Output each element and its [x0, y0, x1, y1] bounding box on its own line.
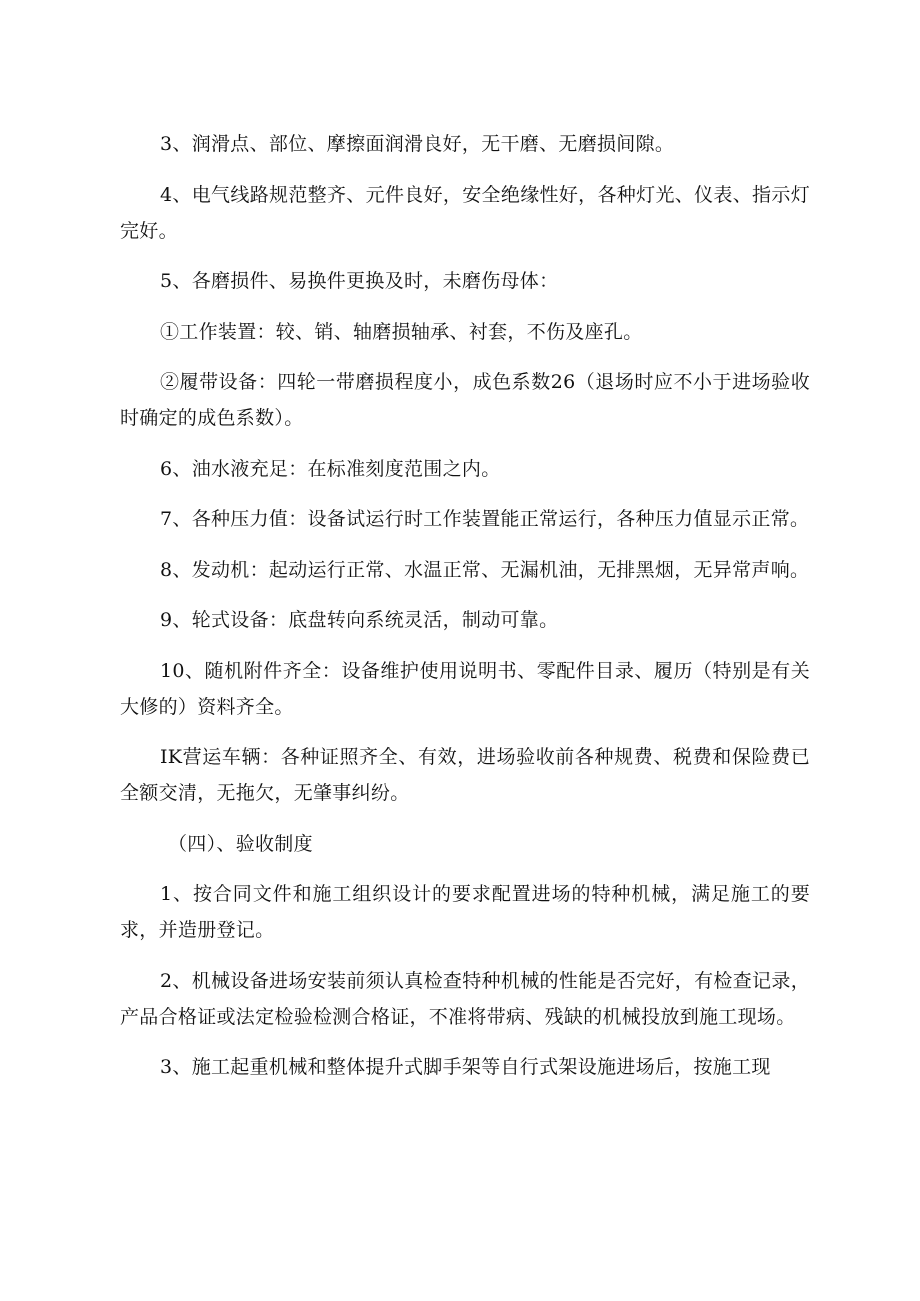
document-page	[120, 126, 810, 1100]
paragraph-wheeled-equipment: 9、轮式设备：底盘转向系统灵活，制动可靠。	[160, 609, 559, 631]
paragraph-engine: 8、发动机：起动运行正常、水温正常、无漏机油，无排黑烟，无异常声响。	[160, 558, 810, 581]
paragraph-work-device: ①工作装置：较、销、轴磨损轴承、衬套，不伤及座孔。	[160, 320, 643, 343]
paragraph-pre-installation-check: 2、机械设备进场安装前须认真检查特种机械的性能是否完好，有检查记录，产品合格证或法定检验检测合格证，不准将带病、残缺的机械投放到施工现场。	[120, 969, 810, 1028]
paragraph-operating-vehicles: IK营运车辆：各种证照齐全、有效，进场验收前各种规费、税费和保险费已全额交清，无拖欠，无肇事纠纷。	[120, 746, 810, 804]
paragraph-wear-parts: 5、各磨损件、易换件更换及时，未磨伤母体：	[160, 270, 559, 292]
paragraph-crawler-equipment: ②履带设备：四轮一带磨损程度小，成色系数26（退场时应不小于进场验收时确定的成色系数）。	[120, 371, 810, 429]
section-heading-acceptance-system: （四）、验收制度	[168, 832, 313, 855]
paragraph-pressure: 7、各种压力值：设备试运行时工作装置能正常运行，各种压力值显示正常。	[160, 508, 810, 530]
paragraph-electrical: 4、电气线路规范整齐、元件良好，安全绝缘性好，各种灯光、仪表、指示灯完好。	[120, 183, 810, 242]
paragraph-accessories: 10、随机附件齐全：设备维护使用说明书、零配件目录、履历（特别是有关大修的）资料齐全。	[120, 659, 810, 718]
paragraph-lifting-machinery: 3、施工起重机械和整体提升式脚手架等自行式架设施进场后，按施工现	[160, 1056, 771, 1078]
paragraph-lubrication: 3、润滑点、部位、摩擦面润滑良好，无干磨、无磨损间隙。	[160, 133, 675, 155]
paragraph-fluids: 6、油水液充足：在标准刻度范围之内。	[160, 457, 501, 480]
paragraph-contract-config: 1、按合同文件和施工组织设计的要求配置进场的特种机械，满足施工的要求，并造册登记。	[120, 883, 810, 941]
